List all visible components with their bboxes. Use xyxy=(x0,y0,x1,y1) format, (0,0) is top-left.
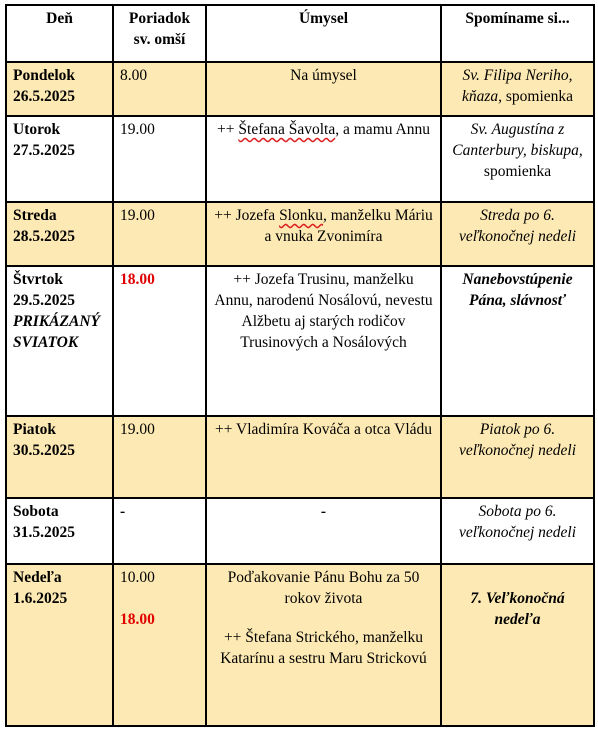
day-name: Nedeľa xyxy=(13,569,62,586)
day-date: 28.5.2025 xyxy=(13,228,75,245)
memory-cell: Piatok po 6. veľkonočnej nedeli xyxy=(441,416,594,498)
intention-cell: ++ Jozefa Trusinu, manželku Annu, narodenú Nosálovú, nevestu Alžbetu aj starých rodičov Trusinových a Nosálových xyxy=(206,266,441,416)
day-date: 1.6.2025 xyxy=(13,590,68,607)
memory-text: Sv. Augustína z Canterbury, biskupa, xyxy=(452,121,583,159)
time-first: 10.00 xyxy=(120,569,155,586)
intention-cell xyxy=(206,564,441,726)
intention-cell: ++ Vladimíra Kováča a otca Vládu xyxy=(206,416,441,498)
time-cell: 8.00 xyxy=(113,62,206,116)
day-name: Pondelok xyxy=(13,67,76,84)
intention-cell: Na úmysel xyxy=(206,62,441,116)
intention-second: ++ Štefana Strického, manželku Katarínu a sestru Maru Strickovú xyxy=(220,629,427,667)
memory-text: Sv. Filipa Neriho, kňaza, xyxy=(461,67,573,105)
header-intention: Úmysel xyxy=(206,5,441,62)
day-cell xyxy=(6,416,113,498)
header-memory: Spomíname si... xyxy=(441,5,594,62)
intention-name: Slonku xyxy=(279,207,323,224)
table-row xyxy=(6,498,594,564)
memory-cell: Nanebovstúpenie Pána, slávnosť xyxy=(441,266,594,416)
day-name: Streda xyxy=(13,207,57,224)
memory-cell xyxy=(441,116,594,202)
spacer xyxy=(213,609,434,627)
intention-cell xyxy=(206,116,441,202)
day-date: 31.5.2025 xyxy=(13,524,75,541)
day-cell xyxy=(6,498,113,564)
table-row xyxy=(6,564,594,726)
intention-cell xyxy=(206,202,441,266)
memory-suffix: spomienka xyxy=(502,88,574,105)
time-cell: 19.00 xyxy=(113,416,206,498)
intention-suffix: , manželku Máriu a vnuka Zvonimíra xyxy=(264,207,433,245)
intention-first: Poďakovanie Pánu Bohu za 50 rokov života xyxy=(227,569,420,607)
table-row xyxy=(6,416,594,498)
memory-cell: Sobota po 6. veľkonočnej nedeli xyxy=(441,498,594,564)
day-date: 30.5.2025 xyxy=(13,442,75,459)
time-second: 18.00 xyxy=(120,611,155,628)
table-row xyxy=(6,116,594,202)
mass-schedule-table xyxy=(5,4,595,727)
time-cell xyxy=(113,564,206,726)
time-cell: 19.00 xyxy=(113,116,206,202)
day-date: 27.5.2025 xyxy=(13,142,75,159)
intention-suffix: , a mamu Annu xyxy=(335,121,430,138)
time-cell: 19.00 xyxy=(113,202,206,266)
day-name: Piatok xyxy=(13,421,57,438)
time-cell: - xyxy=(113,498,206,564)
table-row xyxy=(6,62,594,116)
intention-prefix: ++ xyxy=(217,121,239,138)
intention-cell: - xyxy=(206,498,441,564)
day-cell xyxy=(6,266,113,416)
day-cell xyxy=(6,202,113,266)
memory-cell: Streda po 6. veľkonočnej nedeli xyxy=(441,202,594,266)
memory-cell xyxy=(441,62,594,116)
holiday-note: PRIKÁZANÝ SVIATOK xyxy=(13,313,100,351)
day-date: 29.5.2025 xyxy=(13,292,75,309)
memory-suffix: spomienka xyxy=(483,163,552,180)
header-order: Poriadok sv. omší xyxy=(113,5,206,62)
table-row xyxy=(6,266,594,416)
day-cell xyxy=(6,116,113,202)
time-cell: 18.00 xyxy=(113,266,206,416)
day-date: 26.5.2025 xyxy=(13,88,75,105)
memory-cell: 7. Veľkonočná nedeľa xyxy=(441,564,594,726)
day-name: Štvrtok xyxy=(13,271,63,288)
day-cell xyxy=(6,564,113,726)
day-name: Sobota xyxy=(13,503,59,520)
intention-name: Štefana Šavolta xyxy=(238,121,336,138)
header-row xyxy=(6,5,594,62)
table-row xyxy=(6,202,594,266)
day-cell xyxy=(6,62,113,116)
header-day: Deň xyxy=(6,5,113,62)
intention-prefix: ++ Jozefa xyxy=(214,207,280,224)
day-name: Utorok xyxy=(13,121,61,138)
